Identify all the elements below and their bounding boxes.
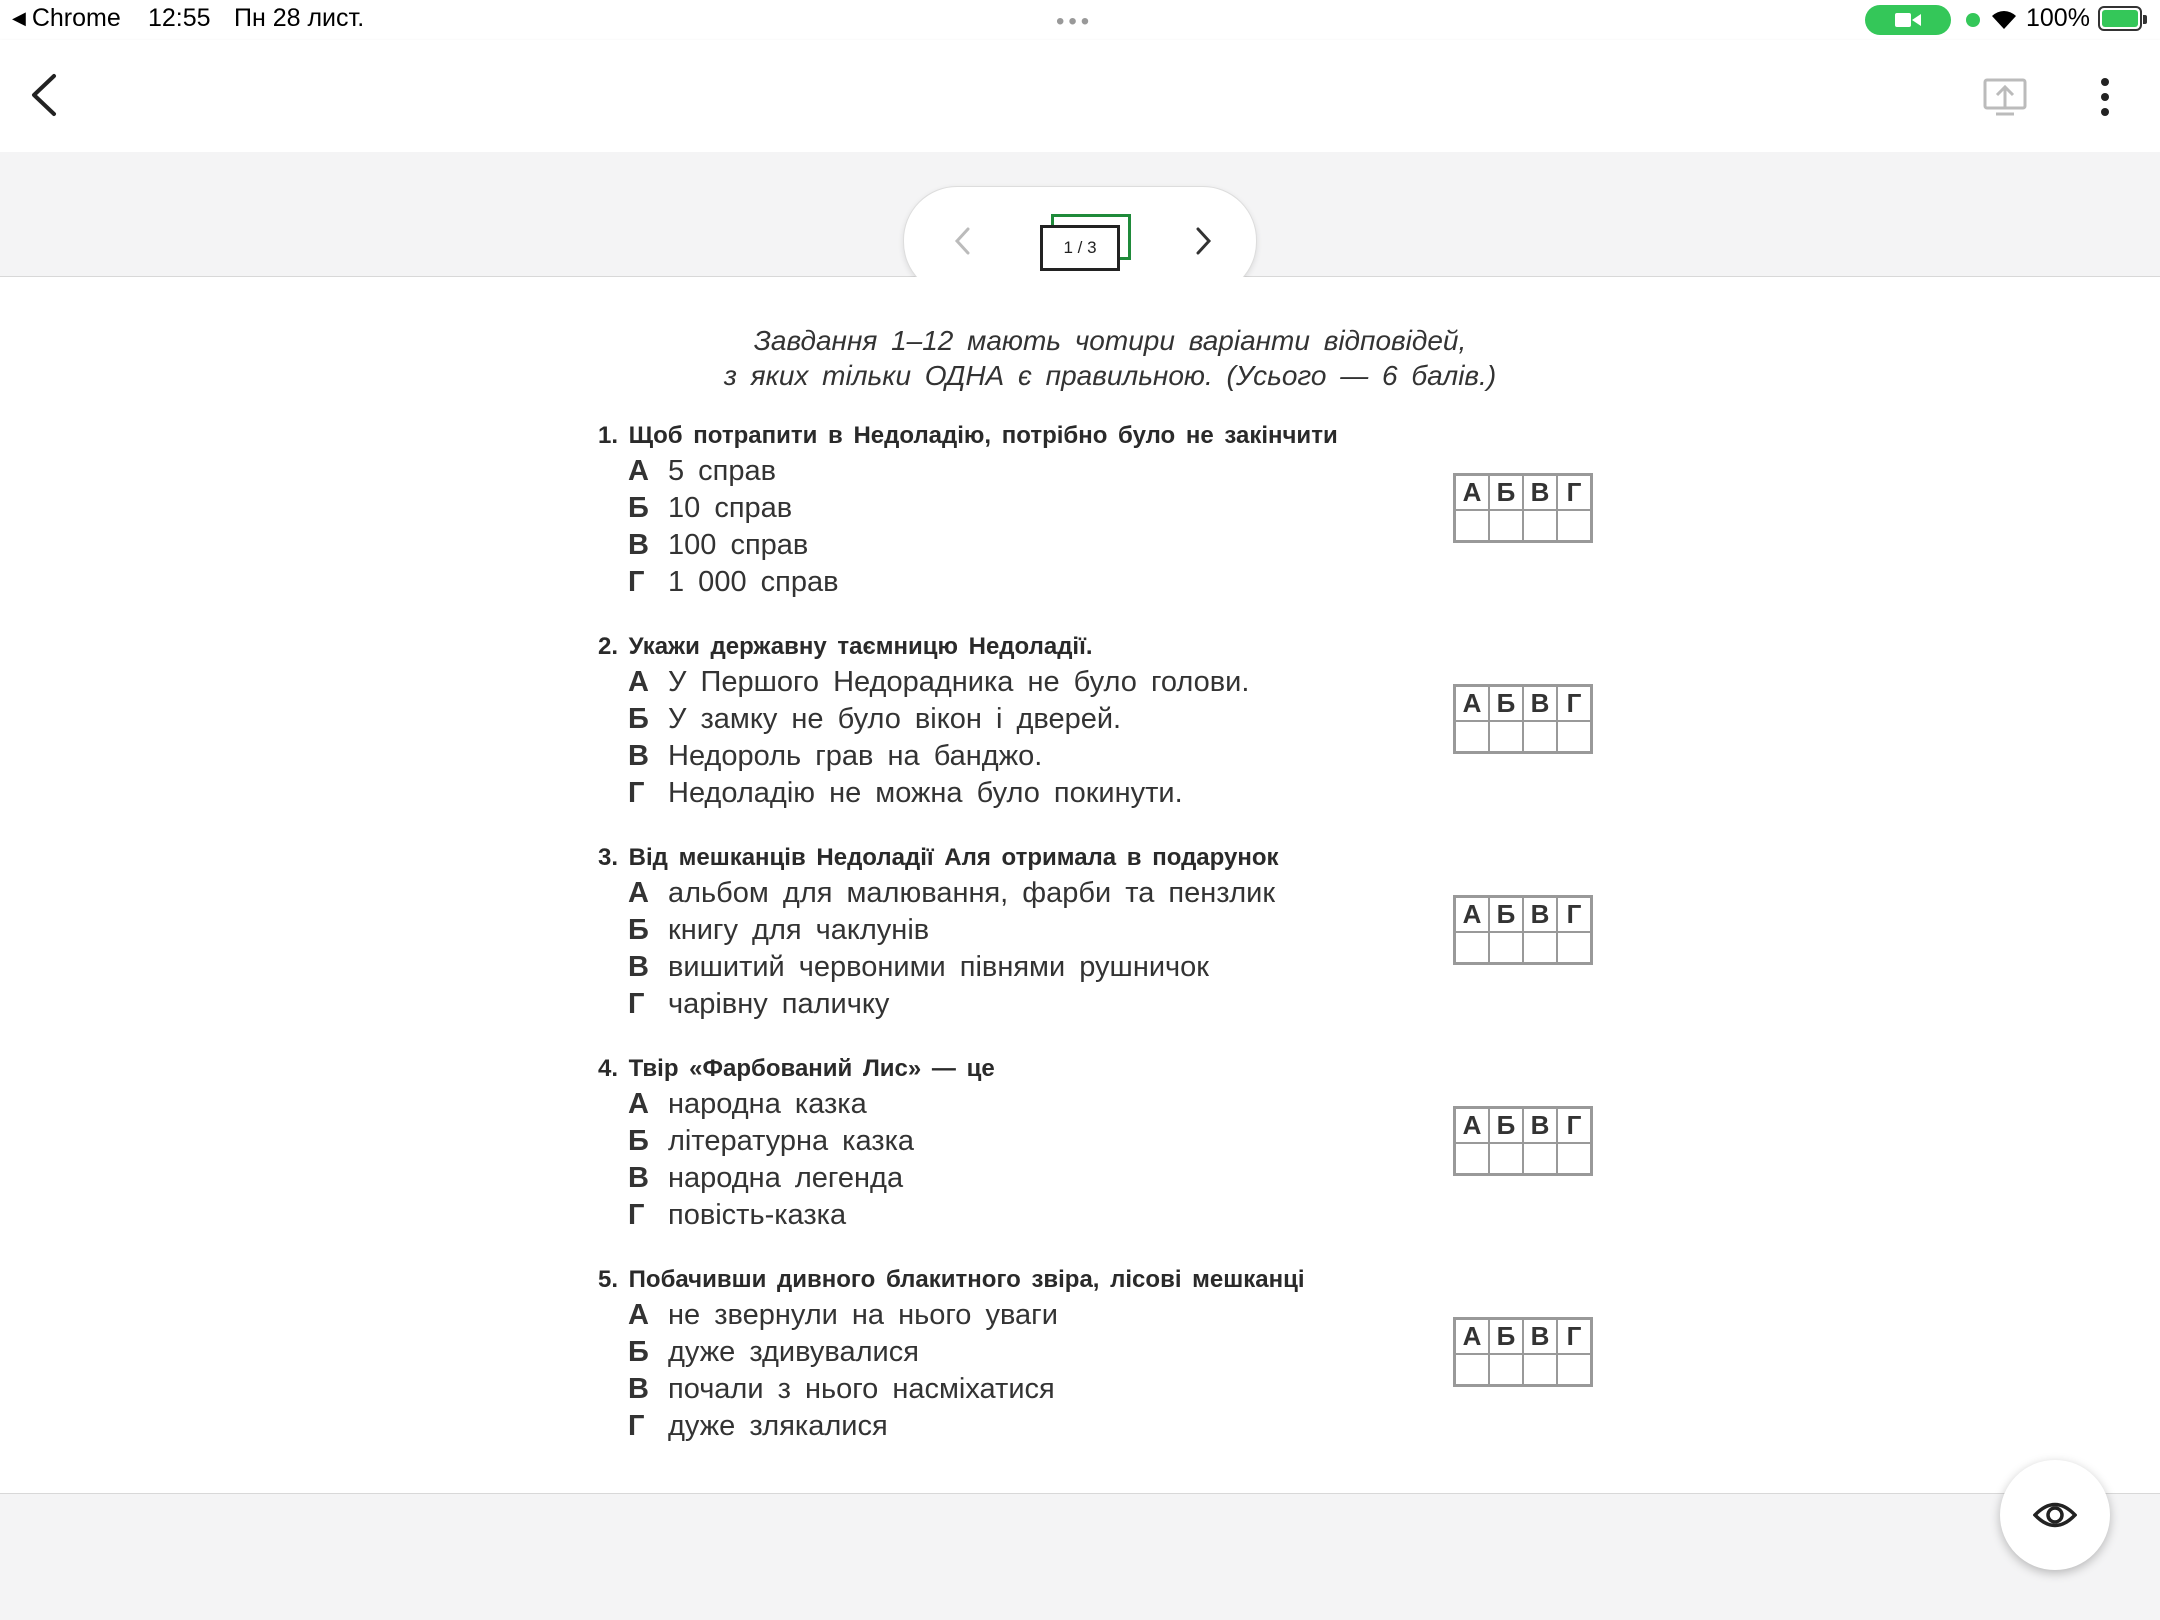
grid-header-v: В [1523, 1319, 1557, 1354]
answer-cell-v [1523, 932, 1557, 963]
grid-header-v: В [1523, 1108, 1557, 1143]
answer-cell-b [1489, 721, 1523, 752]
answer-cell-v [1523, 1143, 1557, 1174]
grid-header-h: Г [1557, 1319, 1591, 1354]
multitasking-dots-icon[interactable]: ••• [1056, 8, 1094, 35]
more-options-icon[interactable] [2090, 74, 2120, 120]
option-v: В вишитий червоними півнями рушничок [628, 951, 1209, 983]
mic-indicator-icon [1966, 13, 1980, 27]
option-b: Б літературна казка [628, 1125, 915, 1157]
grid-header-a: А [1455, 686, 1489, 721]
share-upload-icon[interactable] [1982, 72, 2028, 118]
option-a: А альбом для малювання, фарби та пензлик [628, 877, 1276, 909]
question-title: 3. Від мешканців Недоладії Аля отримала в подарунок [598, 844, 1279, 871]
answer-cell-a [1455, 1354, 1489, 1385]
back-app-label: Chrome [31, 4, 121, 32]
question-3 [598, 841, 1698, 1023]
app-bar [0, 40, 2160, 152]
option-v: В 100 справ [628, 529, 809, 561]
grid-header-b: Б [1489, 1108, 1523, 1143]
grid-header-a: А [1455, 897, 1489, 932]
option-b: Б 10 справ [628, 492, 793, 524]
question-title: 4. Твір «Фарбований Лис» — це [598, 1055, 995, 1082]
answer-cell-a [1455, 932, 1489, 963]
option-h: Г дуже злякалися [628, 1410, 888, 1442]
answer-grid [1453, 1106, 1593, 1176]
answer-cell-h [1557, 932, 1591, 963]
answer-cell-v [1523, 721, 1557, 752]
grid-header-v: В [1523, 686, 1557, 721]
question-title: 2. Укажи державну таємницю Недоладії. [598, 633, 1093, 660]
option-b: Б У замку не було вікон і дверей. [628, 703, 1122, 735]
answer-grid [1453, 1317, 1593, 1387]
grid-header-a: А [1455, 1319, 1489, 1354]
previous-page-icon[interactable] [948, 223, 978, 259]
grid-header-h: Г [1557, 686, 1591, 721]
page-indicator[interactable]: 1 / 3 [1040, 225, 1120, 271]
question-4 [598, 1052, 1698, 1234]
status-bar [0, 0, 2160, 40]
option-a: А 5 справ [628, 455, 777, 487]
eye-icon [2033, 1498, 2077, 1532]
option-b: Б книгу для чаклунів [628, 914, 930, 946]
battery-percentage: 100% [2026, 4, 2090, 32]
answer-cell-h [1557, 510, 1591, 541]
grid-header-h: Г [1557, 1108, 1591, 1143]
option-a: А народна казка [628, 1088, 867, 1120]
answer-cell-b [1489, 932, 1523, 963]
question-2 [598, 630, 1698, 812]
option-h: Г 1 000 справ [628, 566, 839, 598]
grid-header-b: Б [1489, 686, 1523, 721]
status-time: 12:55 [148, 4, 211, 32]
next-page-icon[interactable] [1188, 223, 1218, 259]
answer-cell-a [1455, 510, 1489, 541]
option-a: А У Першого Недорадника не було голови. [628, 666, 1250, 698]
grid-header-v: В [1523, 897, 1557, 932]
question-1 [598, 419, 1698, 601]
back-arrow-icon[interactable] [24, 70, 64, 120]
grid-header-b: Б [1489, 1319, 1523, 1354]
camera-indicator-icon [1865, 5, 1951, 35]
answer-cell-b [1489, 510, 1523, 541]
answer-cell-a [1455, 1143, 1489, 1174]
instructions [620, 323, 1600, 393]
back-to-app-link[interactable] [12, 4, 121, 33]
document-page [0, 277, 2160, 1494]
grid-header-a: А [1455, 475, 1489, 510]
answer-grid [1453, 684, 1593, 754]
option-b: Б дуже здивувалися [628, 1336, 919, 1368]
answer-cell-v [1523, 1354, 1557, 1385]
option-h: Г повість-казка [628, 1199, 847, 1231]
grid-header-a: А [1455, 1108, 1489, 1143]
option-h: Г Недоладію не можна було покинути. [628, 777, 1183, 809]
answer-grid [1453, 895, 1593, 965]
answer-cell-a [1455, 721, 1489, 752]
status-date: Пн 28 лист. [234, 4, 365, 32]
question-title: 5. Побачивши дивного блакитного звіра, лісові мешканці [598, 1266, 1305, 1293]
question-5 [598, 1263, 1698, 1445]
option-h: Г чарівну паличку [628, 988, 890, 1020]
answer-cell-h [1557, 721, 1591, 752]
pager-band [0, 152, 2160, 277]
back-triangle-icon: ◀ [12, 8, 26, 28]
instructions-line-2: з яких тільки ОДНА є правильною. (Усього — 6 балів.) [723, 360, 1497, 391]
option-v: В Недороль грав на банджо. [628, 740, 1043, 772]
answer-cell-b [1489, 1354, 1523, 1385]
answer-cell-h [1557, 1354, 1591, 1385]
answer-cell-v [1523, 510, 1557, 541]
answer-cell-h [1557, 1143, 1591, 1174]
battery-icon [2098, 6, 2142, 31]
grid-header-v: В [1523, 475, 1557, 510]
wifi-icon [1988, 7, 2020, 31]
answer-cell-b [1489, 1143, 1523, 1174]
option-v: В народна легенда [628, 1162, 904, 1194]
grid-header-b: Б [1489, 475, 1523, 510]
view-mode-button[interactable] [2000, 1460, 2110, 1570]
question-title: 1. Щоб потрапити в Недоладію, потрібно було не закінчити [598, 422, 1338, 449]
option-a: А не звернули на нього уваги [628, 1299, 1058, 1331]
answer-grid [1453, 473, 1593, 543]
instructions-line-1: Завдання 1–12 мають чотири варіанти відповідей, [753, 325, 1467, 356]
option-v: В почали з нього насміхатися [628, 1373, 1055, 1405]
grid-header-b: Б [1489, 897, 1523, 932]
grid-header-h: Г [1557, 475, 1591, 510]
grid-header-h: Г [1557, 897, 1591, 932]
